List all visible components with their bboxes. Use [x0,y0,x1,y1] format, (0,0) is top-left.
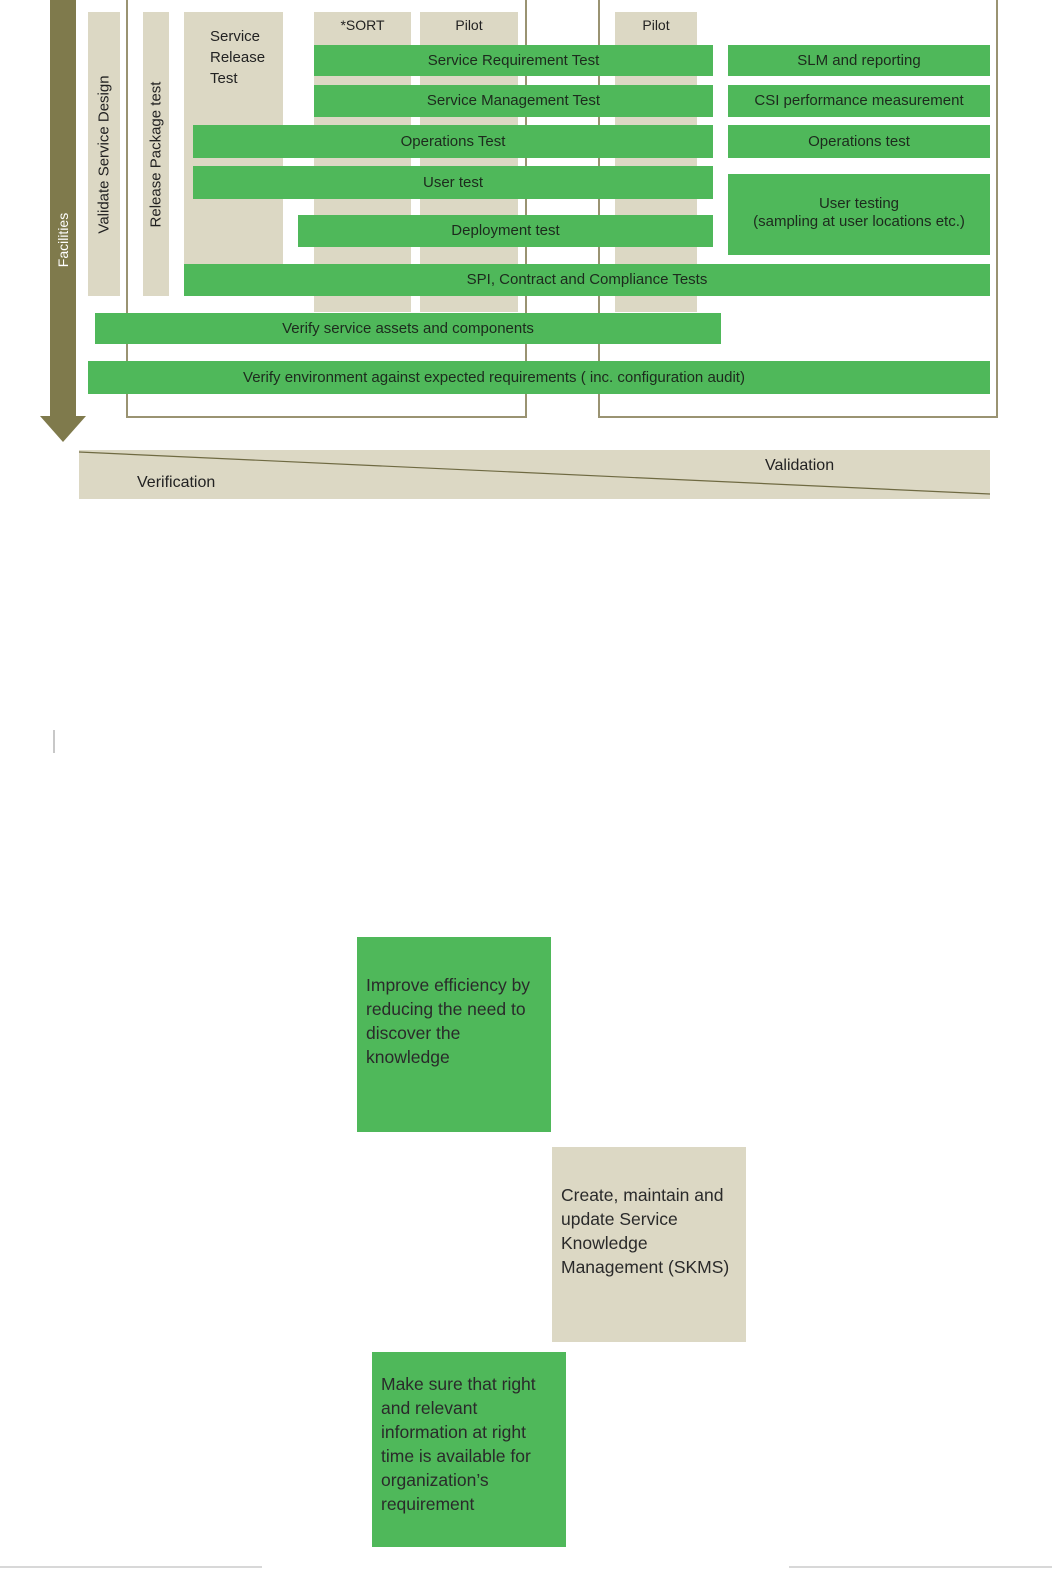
user-test-bar: User test [193,166,713,199]
service-release-test-label: Service Release Test [210,28,266,87]
slm-reporting-bar: SLM and reporting [728,45,990,76]
deployment-test-bar: Deployment test [298,215,713,247]
spi-contract-compliance-bar: SPI, Contract and Compliance Tests [184,264,990,296]
verification-label: Verification [137,474,216,491]
improve-efficiency-box: Improve efficiency by reducing the need to discover the knowledge [357,937,551,1132]
facilities-arrow-head-icon [40,416,86,442]
bottom-rule-right [789,1566,1052,1568]
bottom-rule-left [0,1566,262,1568]
release-package-test-column: Release Package test [143,12,169,296]
user-testing-right-bar: User testing (sampling at user locations etc.) [728,174,990,255]
pilot-header-left: Pilot [455,17,483,33]
verify-environment-bar: Verify environment against expected requirements ( inc. configuration audit) [88,361,990,394]
diagonal-divider [79,450,990,499]
verify-service-assets-bar: Verify service assets and components [95,313,721,344]
validation-label: Validation [765,457,835,474]
pilot-header-right: Pilot [642,17,670,33]
text-cursor [53,730,55,753]
csi-performance-bar: CSI performance measurement [728,85,990,117]
validate-service-design-column: Validate Service Design [88,12,120,296]
service-management-test-bar: Service Management Test [314,85,713,117]
operations-test-right-bar: Operations test [728,125,990,158]
sort-header: *SORT [340,17,385,33]
verification-validation-diagram [0,0,1052,510]
operations-test-bar: Operations Test [193,125,713,158]
right-information-box: Make sure that right and relevant information at right time is available for organization’s requirement [372,1352,566,1547]
verification-validation-strip [79,450,990,499]
create-maintain-skms-box: Create, maintain and update Service Knowledge Management (SKMS) [552,1147,746,1342]
facilities-label: Facilities [55,212,71,268]
service-requirement-test-bar: Service Requirement Test [314,45,713,76]
